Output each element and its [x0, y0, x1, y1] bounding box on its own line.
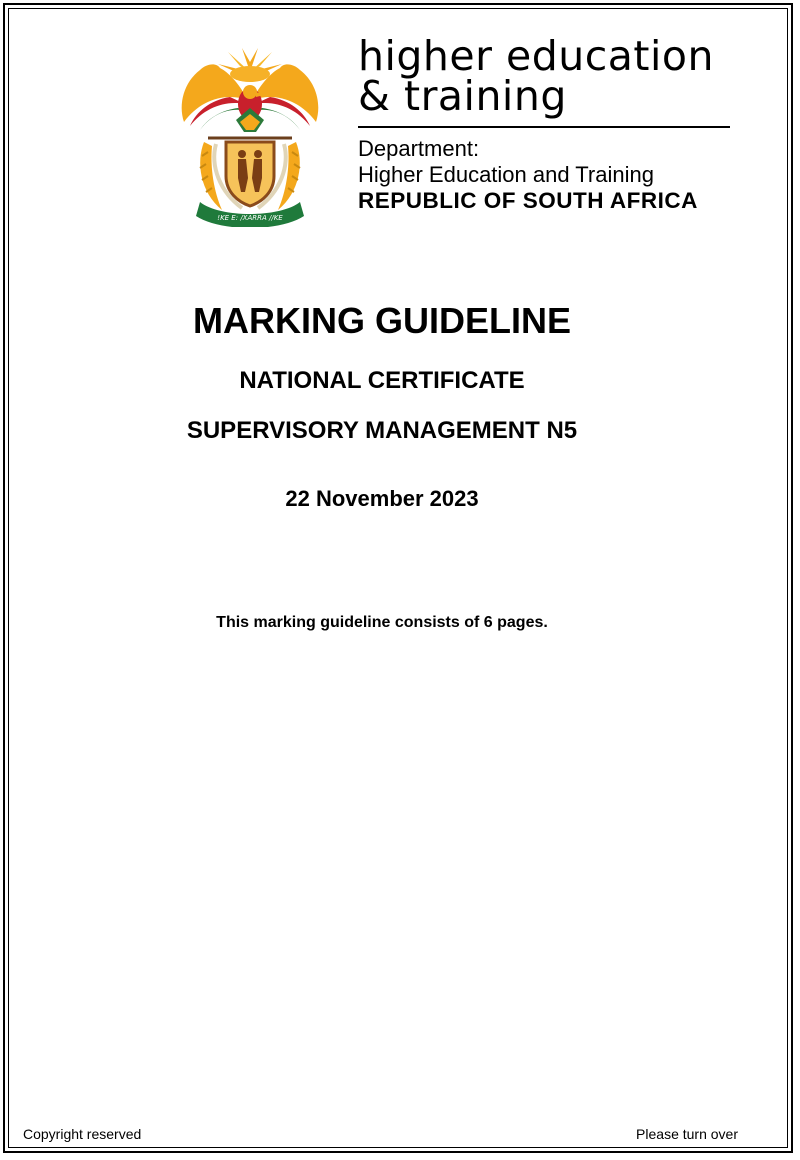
- motto-text: !KE E: /XARRA //KE: [217, 214, 283, 222]
- shield: [226, 142, 274, 206]
- coat-of-arms-logo: [170, 42, 330, 227]
- page-count-note: This marking guideline consists of 6 pages.: [216, 614, 548, 631]
- department-label: Department:: [358, 136, 480, 161]
- department-branding: [358, 32, 738, 214]
- brand-divider: [358, 126, 730, 128]
- department-name: Higher Education and Training: [358, 162, 654, 187]
- document-title: MARKING GUIDELINE: [193, 300, 571, 341]
- exam-date: 22 November 2023: [285, 486, 479, 511]
- country-name: REPUBLIC OF SOUTH AFRICA: [358, 188, 698, 213]
- certificate-name: NATIONAL CERTIFICATE: [239, 367, 525, 394]
- brand-line-2: & training: [358, 72, 567, 120]
- footer-copyright: Copyright reserved: [23, 1126, 142, 1142]
- brand-line-1: higher education: [358, 32, 714, 80]
- subject-name: SUPERVISORY MANAGEMENT N5: [186, 417, 578, 444]
- footer-turn-over: Please turn over: [636, 1126, 738, 1142]
